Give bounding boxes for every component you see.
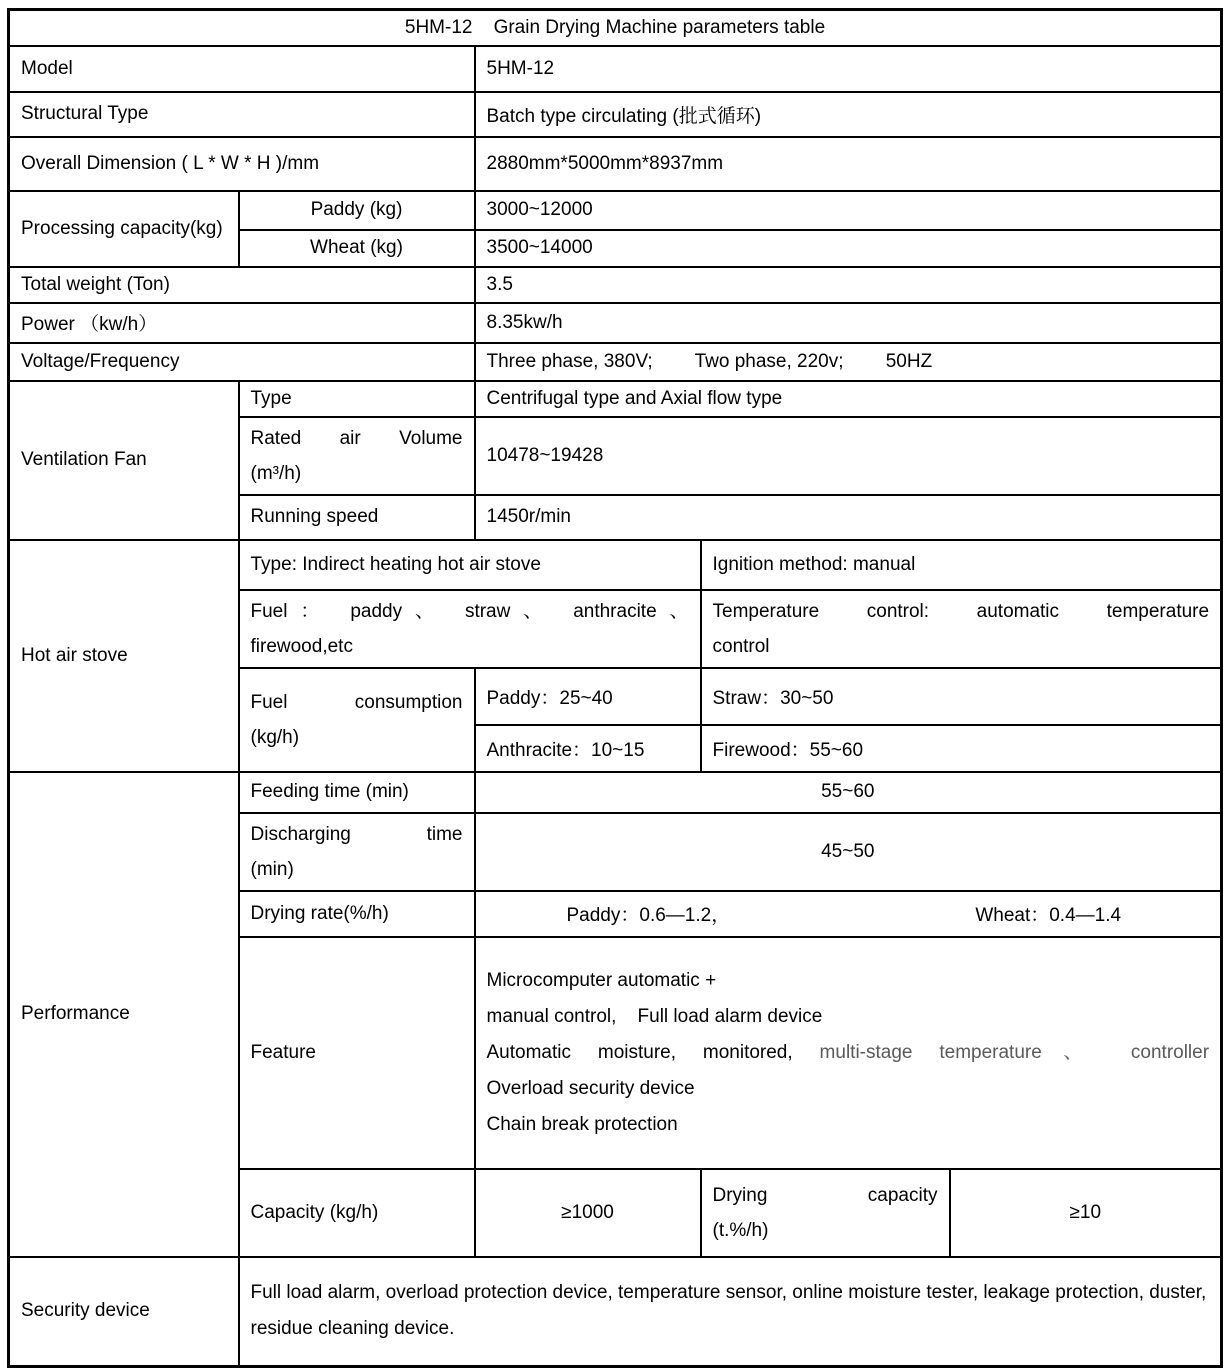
stove-fuel-consumption-line1: Fuel consumption <box>250 691 463 713</box>
fan-running-speed-label: Running speed <box>239 495 475 540</box>
feature-line3-gray: multi-stage temperature、 controller <box>819 1041 1210 1063</box>
fuel-firewood-value: Firewood：55~60 <box>701 725 1222 772</box>
fan-running-speed-value: 1450r/min <box>475 495 1222 540</box>
fan-rated-air-label-line1: Rated air Volume <box>250 427 463 449</box>
fuel-straw-value: Straw：30~50 <box>701 668 1222 725</box>
fan-rated-air-value: 10478~19428 <box>475 417 1222 495</box>
security-device-value: Full load alarm, overload protection device, temperature sensor, online moisture tester, leakage protection, duster, residue cleaning device. <box>239 1257 1222 1367</box>
fan-type-label: Type <box>239 381 475 417</box>
feature-line1: Microcomputer automatic + <box>486 969 717 991</box>
drying-rate-paddy: Paddy：0.6—1.2， <box>566 905 731 926</box>
stove-fuel <box>239 590 701 668</box>
stove-fuel-consumption-line2: (kg/h) <box>250 726 300 748</box>
drying-rate-values <box>475 891 1222 937</box>
stove-ignition: Ignition method: manual <box>701 540 1222 590</box>
drying-rate-label: Drying rate(%/h) <box>239 891 475 937</box>
feature-line3 <box>487 1035 1210 1071</box>
discharging-time-label-line1: Discharging time <box>250 823 463 845</box>
drying-rate-wheat: Wheat：0.4—1.4 <box>975 905 1122 926</box>
model-value: 5HM-12 <box>475 46 1222 92</box>
voltage-frequency-label: Voltage/Frequency <box>9 343 475 381</box>
security-device-label: Security device <box>9 1257 239 1367</box>
processing-paddy-label: Paddy (kg) <box>239 191 475 230</box>
discharging-time-label <box>239 813 475 891</box>
feature-line3-black: Automatic moisture, monitored, <box>486 1041 820 1063</box>
total-weight-value: 3.5 <box>475 267 1222 303</box>
processing-paddy-value: 3000~12000 <box>475 191 1222 230</box>
capacity-value: ≥1000 <box>475 1169 701 1257</box>
feature-line4: Overload security device <box>486 1077 695 1099</box>
stove-temp-control-line1: Temperature control: automatic temperature <box>712 600 1210 622</box>
processing-wheat-label: Wheat (kg) <box>239 230 475 267</box>
model-label: Model <box>9 46 475 92</box>
stove-fuel-line1: Fuel： paddy、 straw、 anthracite、 <box>250 600 689 622</box>
fan-type-value: Centrifugal type and Axial flow type <box>475 381 1222 417</box>
voltage-frequency-value: Three phase, 380V; Two phase, 220v; 50HZ <box>475 343 1222 381</box>
fuel-anthracite-value: Anthracite：10~15 <box>475 725 701 772</box>
feature-label: Feature <box>239 937 475 1169</box>
overall-dimension-value: 2880mm*5000mm*8937mm <box>475 137 1222 191</box>
processing-capacity-label: Processing capacity(kg) <box>9 191 239 267</box>
processing-wheat-value: 3500~14000 <box>475 230 1222 267</box>
drying-capacity-label-line1: Drying capacity <box>712 1184 938 1206</box>
discharging-time-label-line2: (min) <box>250 858 294 880</box>
power-value: 8.35kw/h <box>475 303 1222 343</box>
feeding-time-label: Feeding time (min) <box>239 772 475 813</box>
hot-air-stove-label: Hot air stove <box>9 540 239 772</box>
feeding-time-value: 55~60 <box>475 772 1222 813</box>
stove-type: Type: Indirect heating hot air stove <box>239 540 701 590</box>
power-label: Power （kw/h） <box>9 303 475 343</box>
parameters-table <box>7 8 1223 1368</box>
performance-label: Performance <box>9 772 239 1257</box>
structural-type-value: Batch type circulating (批式循环) <box>475 92 1222 137</box>
drying-capacity-label <box>701 1169 950 1257</box>
discharging-time-value: 45~50 <box>475 813 1222 891</box>
feature-line5: Chain break protection <box>486 1113 678 1135</box>
ventilation-fan-label: Ventilation Fan <box>9 381 239 540</box>
stove-temp-control <box>701 590 1222 668</box>
fan-rated-air-label <box>239 417 475 495</box>
feature-line2: manual control, Full load alarm device <box>486 1005 823 1027</box>
stove-fuel-consumption-label <box>239 668 475 772</box>
total-weight-label: Total weight (Ton) <box>9 267 475 303</box>
overall-dimension-label: Overall Dimension ( L * W * H )/mm <box>9 137 475 191</box>
drying-capacity-value: ≥10 <box>950 1169 1222 1257</box>
feature-value <box>475 937 1222 1169</box>
stove-fuel-line2: firewood,etc <box>250 635 353 657</box>
table-title: 5HM-12 Grain Drying Machine parameters table <box>9 10 1222 46</box>
structural-type-label: Structural Type <box>9 92 475 137</box>
stove-temp-control-line2: control <box>712 635 770 657</box>
drying-capacity-label-line2: (t.%/h) <box>712 1219 769 1241</box>
capacity-label: Capacity (kg/h) <box>239 1169 475 1257</box>
fuel-paddy-value: Paddy：25~40 <box>475 668 701 725</box>
fan-rated-air-label-line2: (m³/h) <box>250 462 302 484</box>
